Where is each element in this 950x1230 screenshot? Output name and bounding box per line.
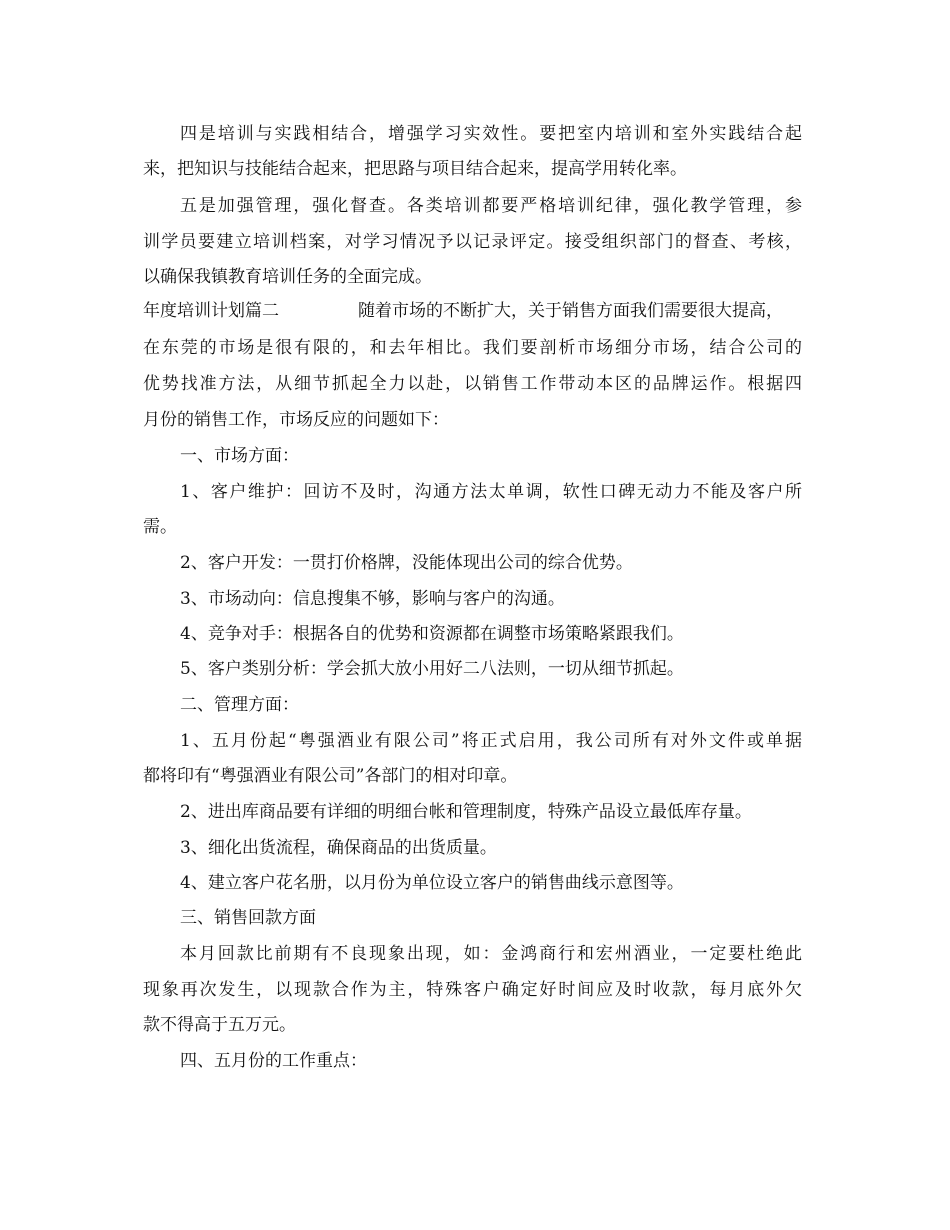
list-item: 2、进出库商品要有详细的明细台帐和管理制度，特殊产品设立最低库存量。 <box>180 802 752 822</box>
paragraph-line: 优势找准方法，从细节抓起全力以赴，以销售工作带动本区的品牌运作。根据四 <box>143 374 802 394</box>
heading-payment: 三、销售回款方面 <box>180 908 316 928</box>
paragraph-text: 随着市场的不断扩大，关于销售方面我们需要很大提高， <box>358 301 783 321</box>
paragraph-line: 训学员要建立培训档案，对学习情况予以记录评定。接受组织部门的督查、考核， <box>143 232 802 252</box>
list-item: 4、竞争对手：根据各自的优势和资源都在调整市场策略紧跟我们。 <box>180 624 684 644</box>
paragraph-line: 来，把知识与技能结合起来，把思路与项目结合起来，提高学用转化率。 <box>143 159 687 179</box>
paragraph-line: 在东莞的市场是很有限的，和去年相比。我们要剖析市场细分市场，结合公司的 <box>143 338 802 358</box>
list-item: 2、客户开发：一贯打价格牌，没能体现出公司的综合优势。 <box>180 553 633 573</box>
list-item-continuation: 都将印有“粤强酒业有限公司”各部门的相对印章。 <box>143 766 518 786</box>
paragraph-line: 现象再次发生，以现款合作为主，特殊客户确定好时间应及时收款，每月底外欠 <box>143 980 802 1000</box>
section-title-line <box>143 300 783 322</box>
paragraph-line: 款不得高于五万元。 <box>143 1015 296 1035</box>
list-item: 3、细化出货流程，确保商品的出货质量。 <box>180 838 497 858</box>
list-item: 1、客户维护：回访不及时，沟通方法太单调，软性口碑无动力不能及客户所 <box>180 482 802 502</box>
heading-management: 二、管理方面： <box>180 695 299 715</box>
paragraph-line: 五是加强管理，强化督查。各类培训都要严格培训纪律，强化教学管理，参 <box>180 196 802 216</box>
list-item: 5、客户类别分析：学会抓大放小用好二八法则，一切从细节抓起。 <box>180 659 684 679</box>
paragraph-line: 月份的销售工作，市场反应的问题如下： <box>143 410 449 430</box>
paragraph-line: 以确保我镇教育培训任务的全面完成。 <box>143 267 432 287</box>
section-title: 年度培训计划篇二 <box>143 301 279 321</box>
list-item: 4、建立客户花名册，以月份为单位设立客户的销售曲线示意图等。 <box>180 873 684 893</box>
list-item-continuation: 需。 <box>143 517 177 537</box>
heading-focus: 四、五月份的工作重点： <box>180 1051 367 1071</box>
paragraph-line: 四是培训与实践相结合，增强学习实效性。要把室内培训和室外实践结合起 <box>180 124 802 144</box>
paragraph-line: 本月回款比前期有不良现象出现，如：金鸿商行和宏州酒业，一定要杜绝此 <box>180 944 802 964</box>
list-item: 1、五月份起“粤强酒业有限公司”将正式启用，我公司所有对外文件或单据 <box>180 731 802 751</box>
list-item: 3、市场动向：信息搜集不够，影响与客户的沟通。 <box>180 589 565 609</box>
heading-market: 一、市场方面： <box>180 446 299 466</box>
